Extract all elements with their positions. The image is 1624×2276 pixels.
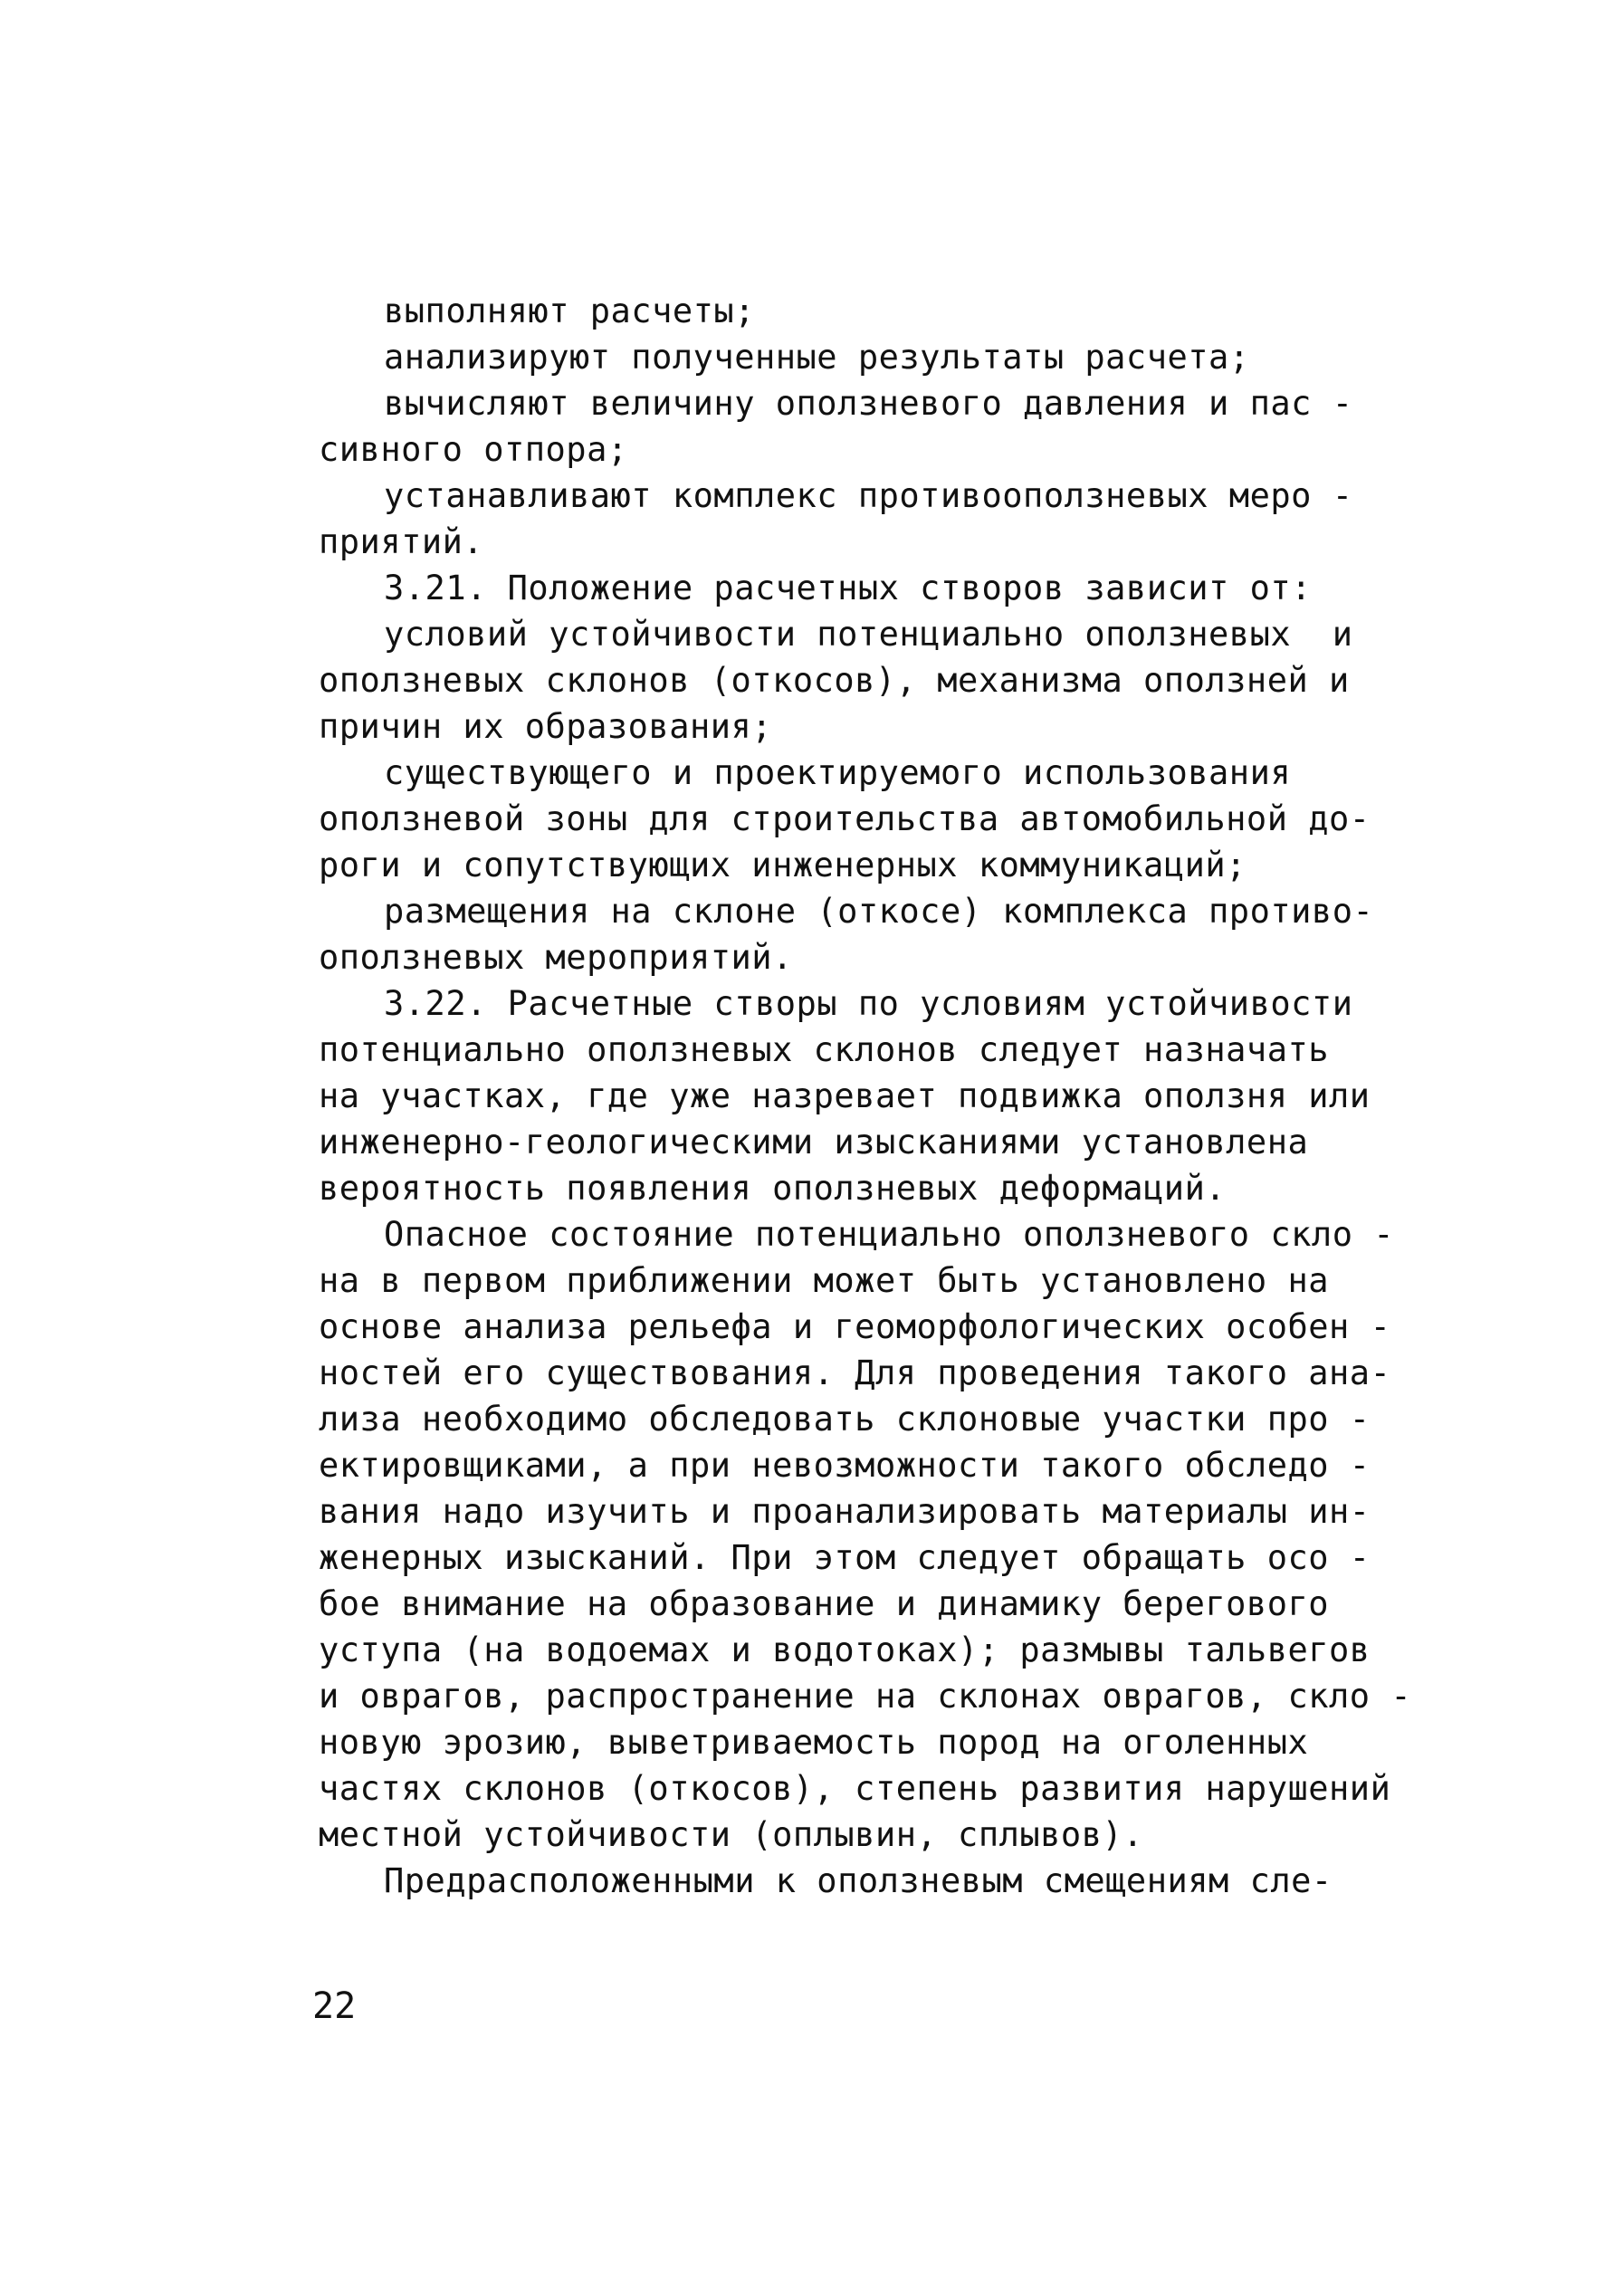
text-line: устанавливают комплекс противооползневых меро - [384, 476, 1353, 515]
text-line: Предрасположенными к оползневым смещениям сле- [384, 1861, 1333, 1900]
text-line: на в первом приближении может быть установлено на [319, 1261, 1330, 1300]
text-line: основе анализа рельефа и геоморфологических особен - [319, 1307, 1391, 1346]
text-line: оползневой зоны для строительства автомобильной до- [319, 799, 1371, 838]
text-line: ектировщиками, а при невозможности такого обследо - [319, 1446, 1371, 1485]
text-line: приятий. [319, 522, 484, 561]
text-line: существующего и проектируемого использования [384, 753, 1292, 792]
text-line: сивного отпора; [319, 430, 628, 469]
text-line: вероятность появления оползневых деформаций. [319, 1169, 1227, 1208]
text-line: лиза необходимо обследовать склоновые участки про - [319, 1400, 1371, 1439]
text-line: вания надо изучить и проанализировать материалы ин- [319, 1492, 1371, 1531]
text-line: Опасное состояние потенциально оползневого скло - [384, 1215, 1395, 1254]
page-number: 22 [312, 1985, 357, 2027]
text-line: новую эрозию, выветриваемость пород на оголенных [319, 1723, 1309, 1762]
text-line: причин их образования; [319, 707, 773, 746]
text-line: женерных изысканий. При этом следует обращать осо - [319, 1538, 1371, 1577]
text-line: 3.22. Расчетные створы по условиям устойчивости [384, 984, 1353, 1023]
text-line: оползневых мероприятий. [319, 938, 793, 977]
text-line: роги и сопутствующих инженерных коммуникаций; [319, 846, 1247, 885]
text-line: местной устойчивости (оплывин, сплывов). [319, 1815, 1144, 1854]
text-line: условий устойчивости потенциально оползневых и [384, 615, 1353, 654]
text-line: частях склонов (откосов), степень развития нарушений [319, 1769, 1391, 1808]
text-line: размещения на склоне (откосе) комплекса противо- [384, 892, 1374, 931]
text-line: ностей его существования. Для проведения такого ана- [319, 1353, 1391, 1392]
text-line: потенциально оползневых склонов следует назначать [319, 1030, 1330, 1069]
text-line: выполняют расчеты; [384, 292, 755, 330]
text-line: 3.21. Положение расчетных створов зависит от: [384, 569, 1312, 607]
text-line: бое внимание на образование и динамику берегового [319, 1584, 1330, 1623]
text-line: уступа (на водоемах и водотоках); размывы тальвегов [319, 1630, 1371, 1669]
text-line: и оврагов, распространение на склонах оврагов, скло - [319, 1677, 1412, 1716]
text-line: на участках, где уже назревает подвижка оползня или [319, 1076, 1371, 1115]
body-text [319, 288, 1486, 1904]
text-line: вычисляют величину оползневого давления и пас - [384, 384, 1353, 423]
text-line: анализируют полученные результаты расчета; [384, 338, 1250, 377]
text-line: оползневых склонов (откосов), механизма оползней и [319, 661, 1350, 700]
text-line: инженерно-геологическими изысканиями установлена [319, 1123, 1309, 1162]
